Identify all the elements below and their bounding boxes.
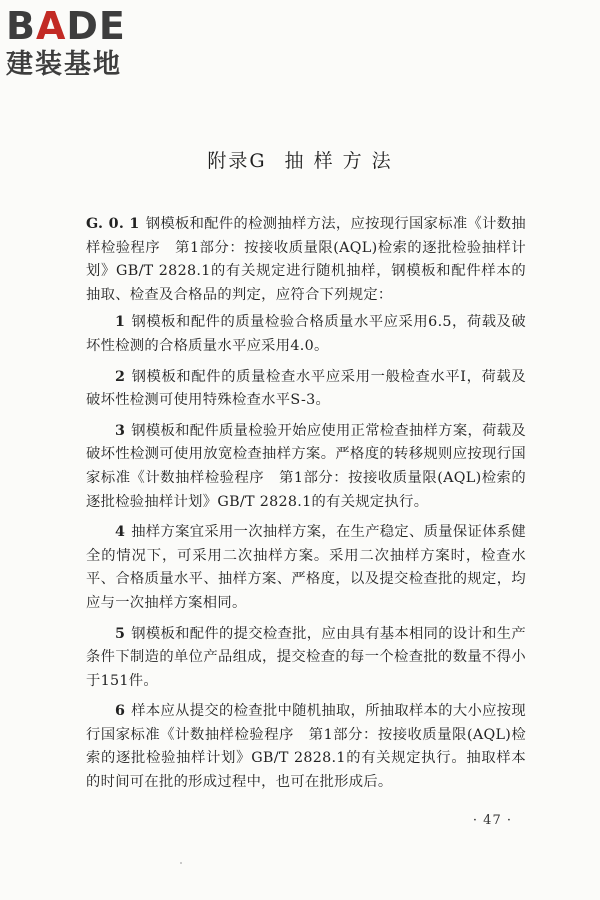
item-text: 抽样方案宜采用一次抽样方案，在生产稳定、质量保证体系健全的情况下，可采用二次抽样方案。采用二次抽样方案时，检查水平、合格质量水平、抽样方案、严格度，以及提交检查批的规定，均应与一次抽样方案相同。 [86, 524, 526, 611]
list-item [86, 311, 526, 358]
appendix-title [0, 146, 600, 173]
logo-letter-a-accent: A [35, 4, 67, 48]
appendix-title-text: 抽 样 方 法 [284, 150, 393, 172]
item-text: 钢模板和配件的提交检查批，应由具有基本相同的设计和生产条件下制造的单位产品组成，提交检查的每一个检查批的数量不得小于151件。 [86, 625, 526, 689]
item-number: 5 [115, 625, 126, 642]
scan-speck [180, 862, 182, 864]
appendix-heading: 附录G [207, 150, 267, 172]
item-text: 样本应从提交的检查批中随机抽取，所抽取样本的大小应按现行国家标准《计数抽样检验程序 第1部分：按接收质量限(AQL)检索的逐批检验抽样计划》GB/T 2828.1的有关规定执行。抽取样本的时间可在批的形成过程中，也可在批形成后。 [86, 703, 526, 791]
item-number: 4 [115, 524, 126, 541]
item-number: 3 [115, 422, 126, 439]
item-number: 1 [115, 314, 126, 331]
list-item [86, 623, 526, 694]
logo-letter-b: B [6, 4, 36, 48]
list-item [86, 700, 526, 794]
logo-wordmark [6, 4, 176, 48]
logo-letters-de: DE [66, 4, 126, 48]
page-number: · 47 · [472, 813, 512, 828]
item-text: 钢模板和配件质量检验开始应使用正常检查抽样方案，荷载及破坏性检测可使用放宽检查抽样方案。严格度的转移规则应按现行国家标准《计数抽样检验程序 第1部分：按接收质量限(AQL)检索的逐批检验抽样计划》GB/T 2828.1的有关规定执行。 [86, 422, 526, 510]
list-item [86, 420, 526, 514]
document-body [86, 213, 526, 802]
section-intro-text: 钢模板和配件的检测抽样方法，应按现行国家标准《计数抽样检验程序 第1部分：按接收质量限(AQL)检索的逐批检验抽样计划》GB/T 2828.1的有关规定进行随机抽样，钢模板和配件样本的抽取、检查及合格品的判定，应符合下列规定： [86, 216, 526, 303]
list-item [86, 521, 526, 615]
list-item [86, 366, 526, 413]
item-number: 2 [115, 368, 126, 385]
logo-subtitle: 建装基地 [6, 49, 122, 80]
logo [6, 4, 176, 82]
section-intro [86, 213, 526, 307]
item-number: 6 [115, 703, 126, 720]
section-number: G. 0. 1 [86, 216, 140, 232]
item-text: 钢模板和配件的质量检查水平应采用一般检查水平Ⅰ，荷载及破坏性检测可使用特殊检查水平S-3。 [86, 368, 526, 409]
item-text: 钢模板和配件的质量检验合格质量水平应采用6.5，荷载及破坏性检测的合格质量水平应采用4.0。 [86, 314, 526, 354]
